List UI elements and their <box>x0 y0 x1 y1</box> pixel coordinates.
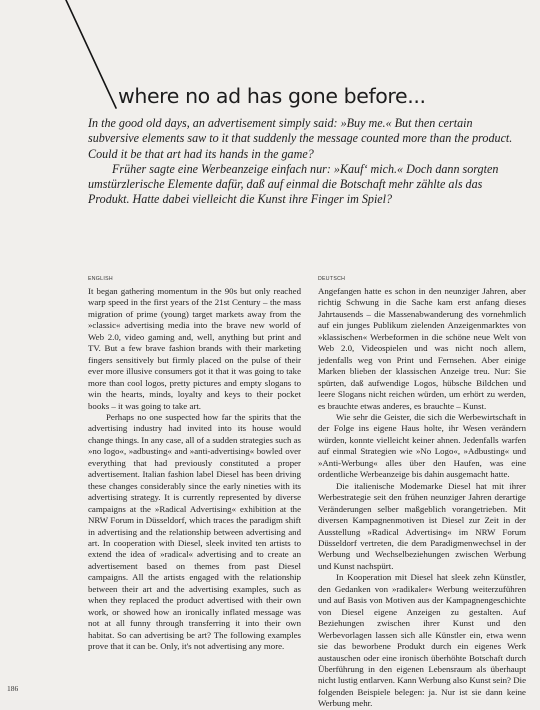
english-paragraph: It began gathering momentum in the 90s but only reached warp speed in the first years of the 21st Century – the mass migration of prime (young) target markets away from the »classic« advertising media into the brave new world of Web 2.0, video gaming and, well, anything but print and TV. But a few brave fashion brands with their marketing fingers sensitively but firmly placed on the pulse of their ever more illusive consumers got it that it was going to take more than cool logos, pretty pictures and empty slogans to win the hearts, minds, loyalty and keys to their pocket books – it was going to take art. <box>88 286 301 411</box>
deutsch-paragraph: In Kooperation mit Diesel hat sleek zehn Künstler, den Gedanken von »radikaler« Werbung weiterzuführen und auf Basis von Motiven aus der Kampagnengeschichte von Diesel eigene Anzeigen zu gestalten. Auf Beziehungen zwischen ihrer Kunst und den Werbevorlagen lassen sich alle Künstler ein, etwa wenn sie das beworbene Produkt durch ein eigenes Werk austauschen oder eine ironisch überhöhte Botschaft durch Überführung in den eigenen Lebensraum als überhaupt nicht lustig entlarven. Kann Werbung also Kunst sein? Die folgenden Beispiele belegen: ja. Nur ist sie dann keine Werbung mehr. <box>318 572 526 709</box>
deutsch-paragraph: Angefangen hatte es schon in den neunziger Jahren, aber richtig Schwung in die Sache kam erst anfang dieses Jahrtausends – die Massenabwanderung des vornehmlich auf ein junges Publikum zielenden Anzeigenmarktes von »klassischen« Werbeformen in die schöne neue Welt von Web 2.0, Videospielen und was nicht noch allem, jedenfalls weg von Print und Fernsehen. Aber einige Marken blieben der klassischen Anzeige treu. Nur: Sie spürten, daß aufwendige Logos, hübsche Bildchen und leere Slogans nicht reichen würden, um erhört zu werden, es brauchte etwas anderes, es brauchte – Kunst. <box>318 286 526 411</box>
article-intro <box>88 116 516 208</box>
english-paragraph: Perhaps no one suspected how far the spirits that the advertising industry had invited into its house would change things. In any case, all of a sudden strategies such as »no logo«, »adbusting« and »anti-advertising« bowled over everything that had previously constituted a proper advertisement. Italian fashion label Diesel has been driving these changes considerably since the early nineties with its advertising strategy. It is currently represented by diverse campaigns at the »Radical Advertising« exhibition at the NRW Forum in Düsseldorf, which traces the paradigm shift in advertising and the relationship between advertising and art. In cooperation with Diesel, sleek invited ten artists to extend the idea of »radical« advertising and to create an advertisement based on themes from past Diesel campaigns. All the artists engaged with the relationship between their art and the advertising examples, such as when they replaced the product advertised with their own work, or showed how an ironically inflated message was not at all funny through transferring it into their own habitat. So can advertising be art? The following examples prove that it can be. Only, it's not advertising any more. <box>88 411 301 652</box>
english-column <box>88 286 301 653</box>
deutsch-paragraph: Wie sehr die Geister, die sich die Werbewirtschaft in der Folge ins eigene Haus holte, ihr Wesen verändern würden, konnte vielleicht keiner ahnen. Jedenfalls warfen auf einmal Strategien wie »No Logo«, »Adbusting« und »Anti-Werbung« alles über den Haufen, was eine ordentliche Werbeanzeige bis dahin ausgemacht hatte. <box>318 411 526 480</box>
deutsch-label: DEUTSCH <box>318 276 346 282</box>
intro-english: In the good old days, an advertisement simply said: »Buy me.« But then certain subversive elements saw to it that suddenly the message counted more than the product. Could it be that art had its hands in the game? <box>88 116 513 161</box>
intro-german: Früher sagte eine Werbeanzeige einfach nur: »Kauf‘ mich.« Doch dann sorgten umstürzlerische Elemente dafür, daß auf einmal die Botschaft mehr zählte als das Produkt. Hatte dabei vielleicht die Kunst ihre Finger im Spiel? <box>88 161 499 207</box>
page-number: 186 <box>7 684 19 693</box>
deutsch-paragraph: Die italienische Modemarke Diesel hat mit ihrer Werbestrategie seit den frühen neunziger Jahren derartige Veränderungen selber maßgeblich vorangetrieben. Mit diversen Kampagnenmotiven ist Diesel zur Zeit in der Ausstellung »Radical Advertising« im NRW Forum Düsseldorf vertreten, die dem Paradigmenwechsel in der Werbung und Wechselbeziehungen zwischen Werbung und Kunst nachspürt. <box>318 480 526 571</box>
article-title: where no ad has gone before... <box>118 84 426 108</box>
deutsch-column <box>318 286 526 710</box>
english-label: ENGLISH <box>88 276 113 282</box>
